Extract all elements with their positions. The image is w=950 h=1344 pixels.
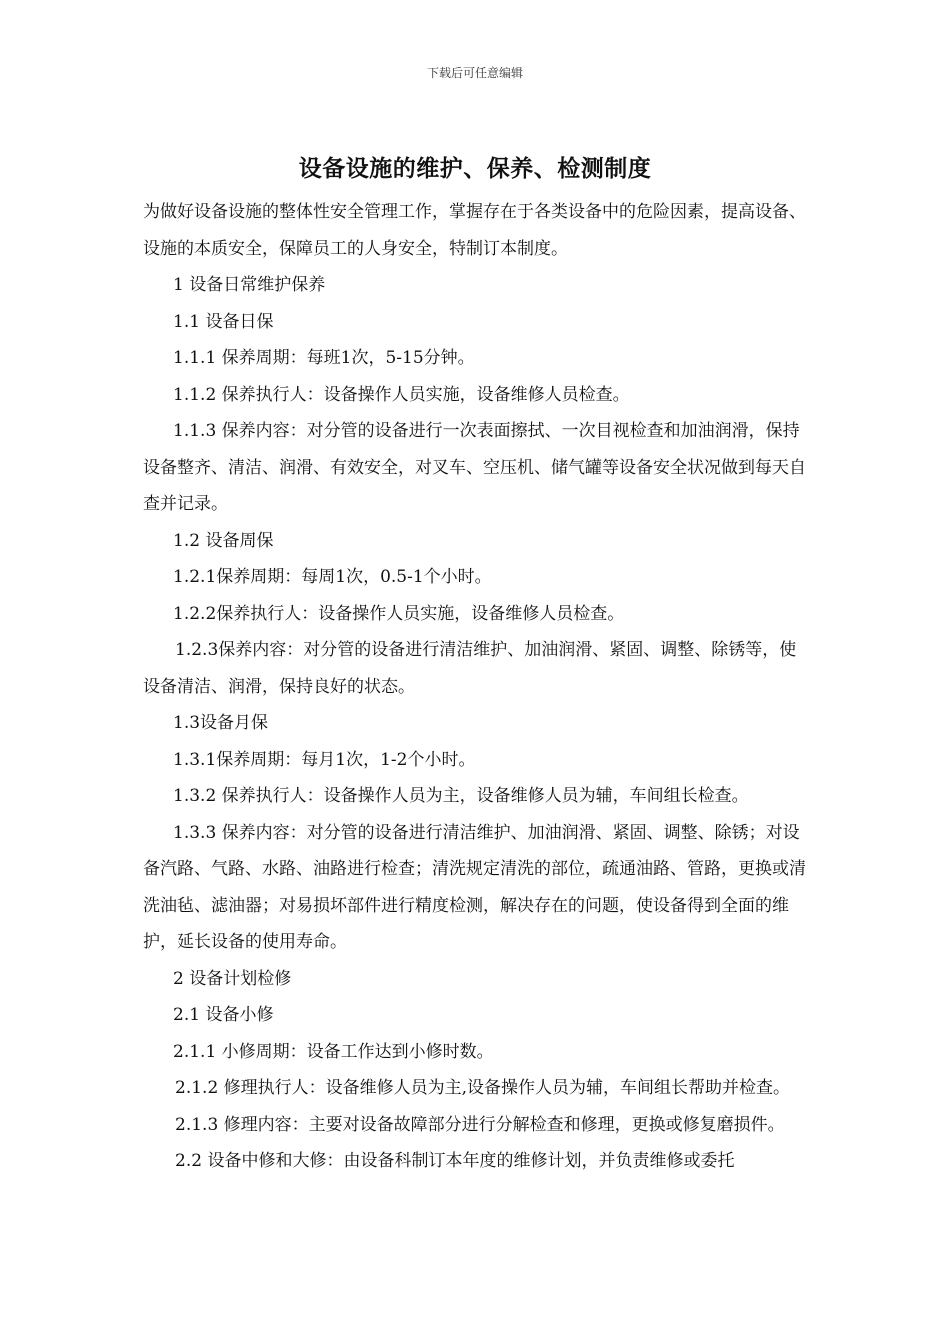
- header-note: 下载后可任意编辑: [426, 66, 523, 80]
- subsection-heading-1-1: 1.1 设备日保: [173, 311, 274, 332]
- section-heading-1: 1 设备日常维护保养: [173, 275, 326, 295]
- clause-1-3-1: 1.3.1保养周期：每月1次，1-2个小时。: [173, 749, 476, 770]
- clause-1-3-2: 1.3.2 保养执行人：设备操作人员为主，设备维修人员为辅，车间组长检查。: [173, 786, 749, 806]
- clause-1-1-1: 1.1.1 保养周期：每班1次，5-15分钟。: [173, 348, 475, 368]
- clause-1-2-2: 1.2.2保养执行人：设备操作人员实施，设备维修人员检查。: [173, 603, 625, 624]
- clause-1-2-1: 1.2.1保养周期：每周1次，0.5-1个小时。: [173, 567, 492, 587]
- clause-1-3-3: 1.3.3 保养内容：对分管的设备进行清洁维护、加油润滑、紧固、调整、除锈；对设备汽路、气路、水路、油路进行检查；清洗规定清洗的部位，疏通油路、管路，更换或清洗油毡、滤油器；对易损坏部件进行精度检测，解决存在的问题，使设备得到全面的维护，延长设备的使用寿命。: [143, 822, 806, 952]
- subsection-heading-2-2: 2.2 设备中修和大修：由设备科制订本年度的维修计划，并负责维修或委托: [175, 1151, 735, 1171]
- subsection-heading-1-3: 1.3设备月保: [173, 713, 269, 733]
- clause-2-1-3: 2.1.3 修理内容：主要对设备故障部分进行分解检查和修理，更换或修复磨损件。: [175, 1114, 785, 1135]
- subsection-heading-2-1: 2.1 设备小修: [173, 1005, 274, 1025]
- clause-1-2-3: 1.2.3保养内容：对分管的设备进行清洁维护、加油润滑、紧固、调整、除锈等，使设备清洁、润滑，保持良好的状态。: [143, 640, 797, 697]
- clause-2-1-1: 2.1.1 小修周期：设备工作达到小修时数。: [173, 1041, 494, 1062]
- section-heading-2: 2 设备计划检修: [173, 968, 292, 989]
- intro-paragraph: 为做好设备设施的整体性安全管理工作，掌握存在于各类设备中的危险因素，提高设备、设施的本质安全，保障员工的人身安全，特制订本制度。: [143, 202, 806, 259]
- subsection-heading-1-2: 1.2 设备周保: [173, 530, 274, 551]
- document-title: 设备设施的维护、保养、检测制度: [298, 155, 652, 182]
- clause-1-1-3: 1.1.3 保养内容：对分管的设备进行一次表面擦拭、一次目视检查和加油润滑，保持设备整齐、清洁、润滑、有效安全，对叉车、空压机、储气罐等设备安全状况做到每天自查并记录。: [143, 421, 806, 514]
- clause-2-1-2: 2.1.2 修理执行人：设备维修人员为主,设备操作人员为辅，车间组长帮助并检查。: [175, 1078, 791, 1098]
- document-body: [143, 194, 811, 1180]
- clause-1-1-2: 1.1.2 保养执行人：设备操作人员实施，设备维修人员检查。: [173, 384, 630, 405]
